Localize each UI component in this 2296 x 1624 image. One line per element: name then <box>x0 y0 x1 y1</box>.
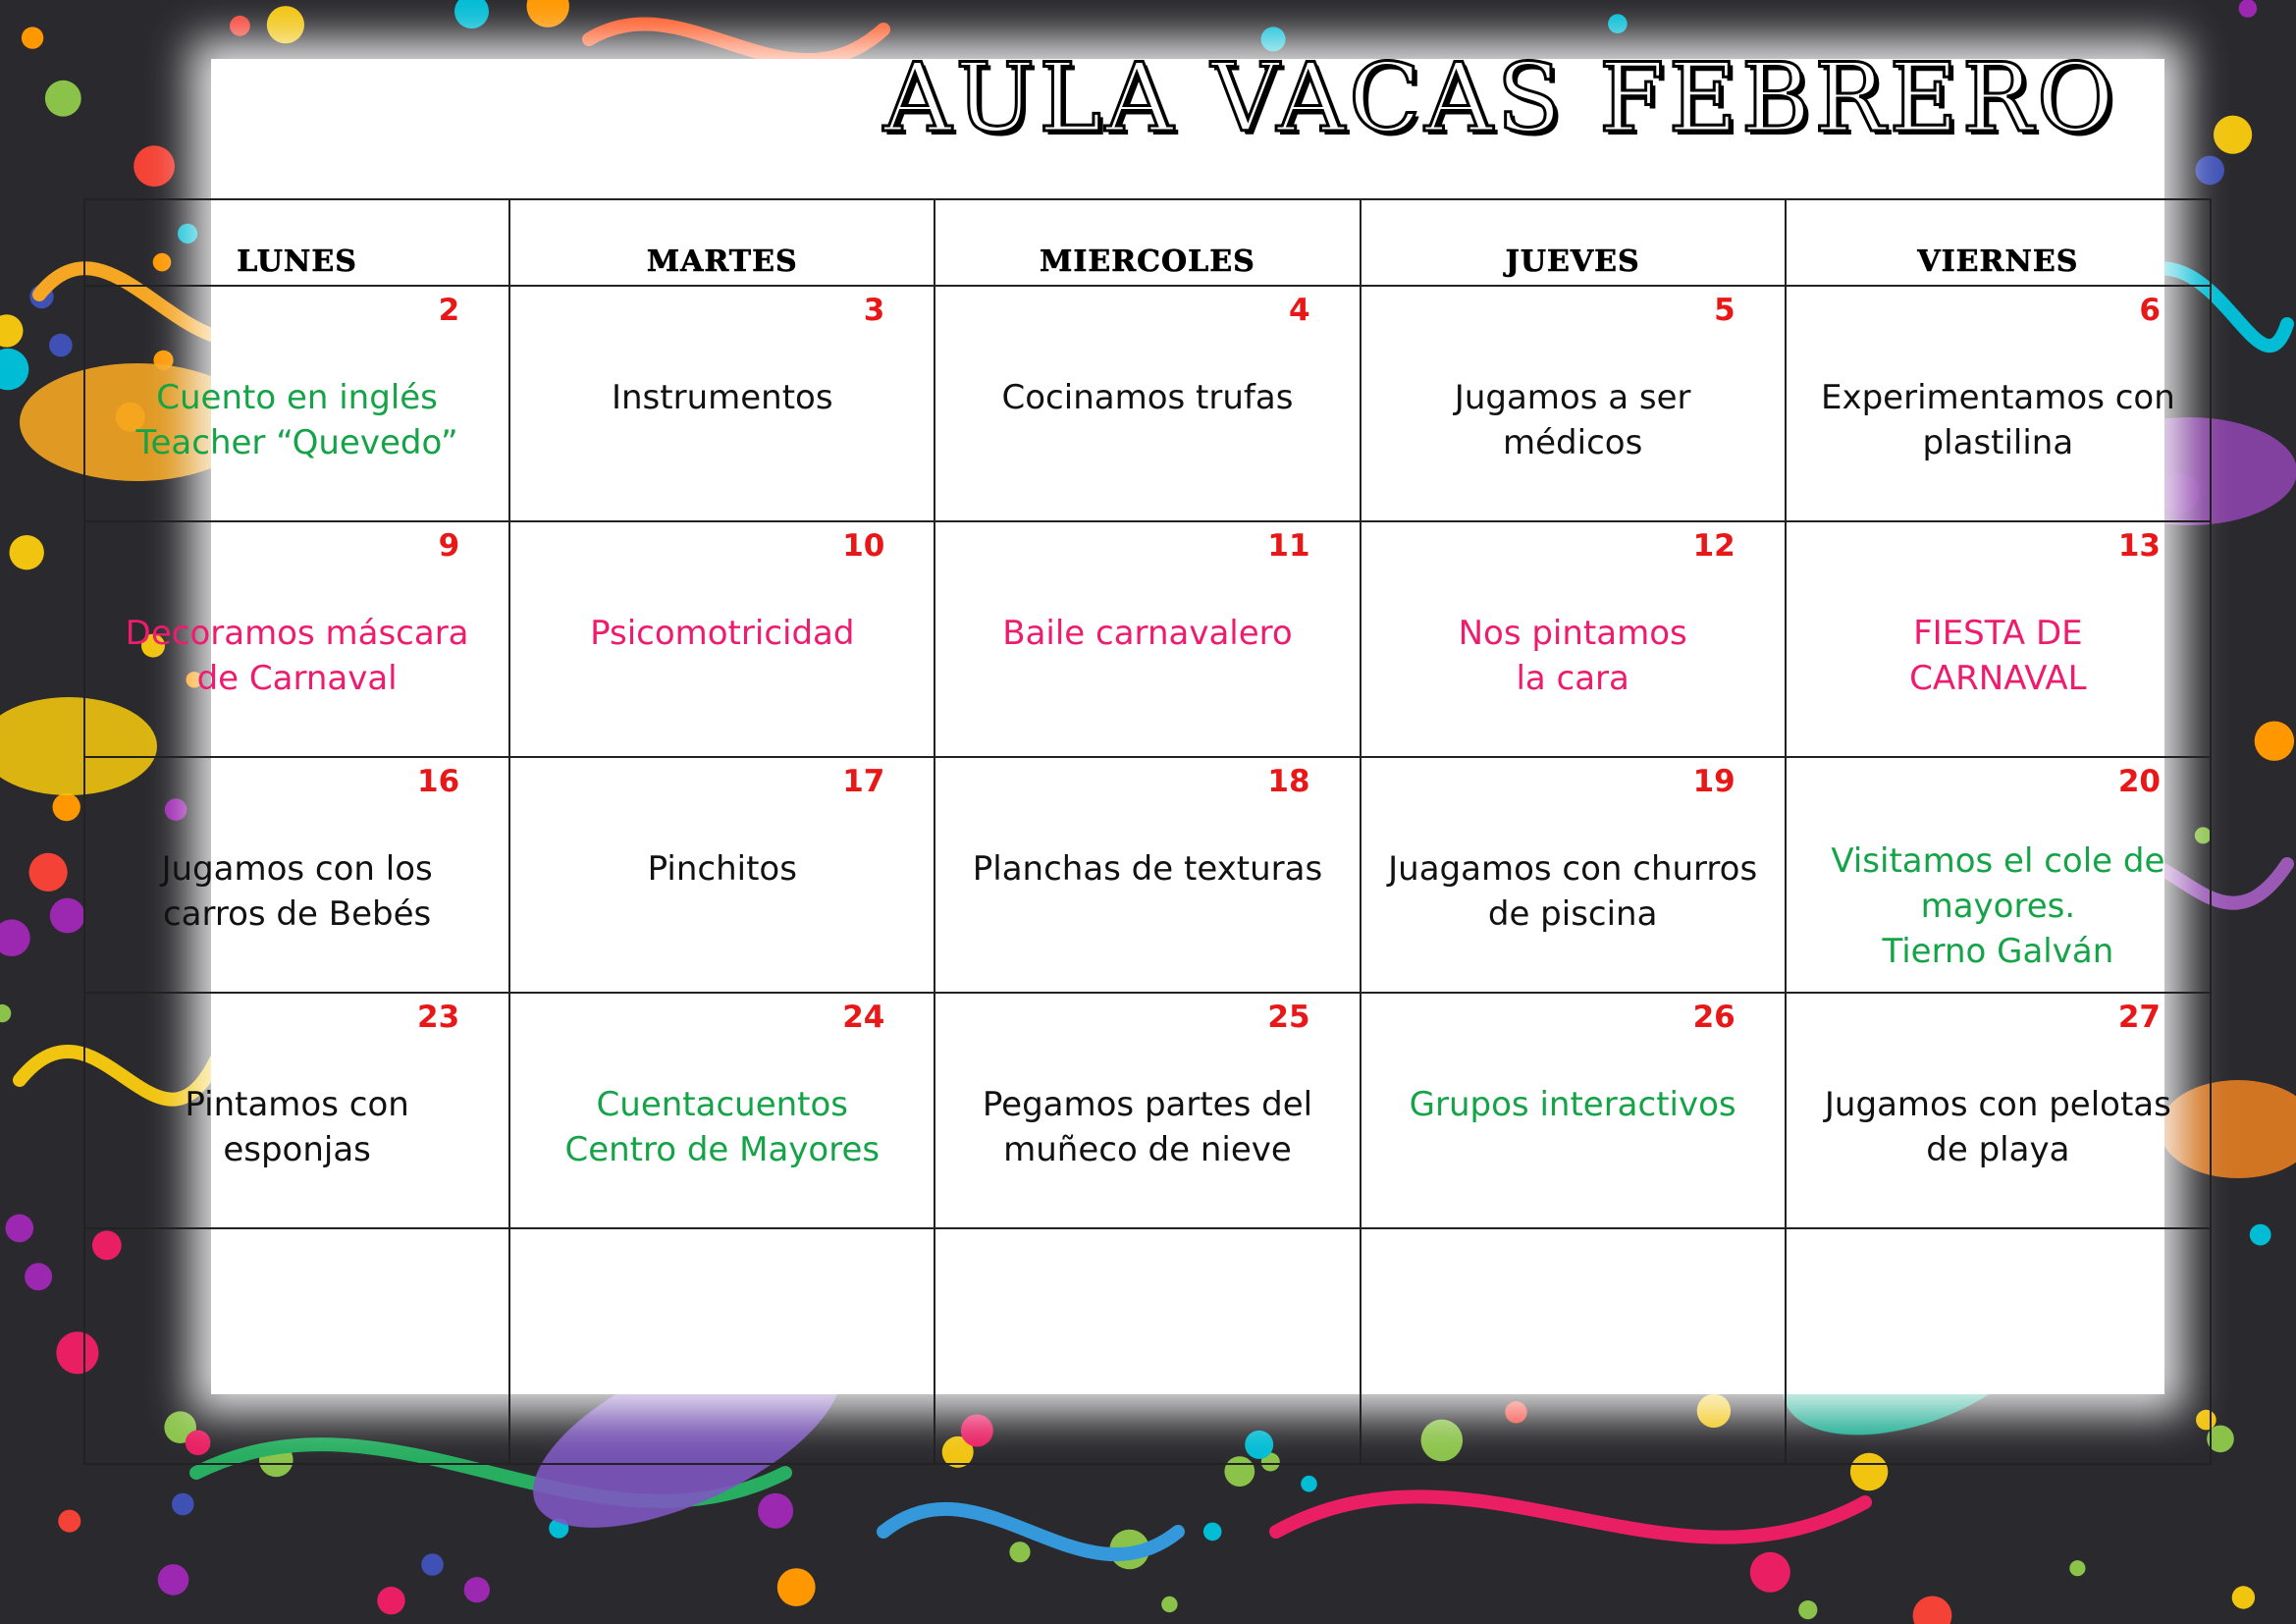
activity-text: Baile carnavalero <box>1002 614 1293 653</box>
empty-day-cell <box>509 1228 934 1464</box>
day-cell <box>509 757 934 993</box>
day-number: 23 <box>417 1000 460 1035</box>
day-number: 5 <box>1714 293 1735 328</box>
day-cell <box>934 757 1360 993</box>
activity-text: Jugamos a ser médicos <box>1454 378 1691 462</box>
day-number: 12 <box>1692 528 1735 564</box>
weekday-header: MIERCOLES <box>934 199 1360 286</box>
day-number: 25 <box>1267 1000 1310 1035</box>
activity-text: Grupos interactivos <box>1409 1085 1736 1124</box>
day-cell <box>1361 757 1786 993</box>
activity-text: Planchas de texturas <box>972 849 1323 889</box>
day-number: 9 <box>438 528 460 564</box>
day-cell <box>1786 521 2211 757</box>
day-cell <box>934 993 1360 1228</box>
activity-text: Cuento en inglés Teacher “Quevedo” <box>135 378 458 462</box>
weekday-header: LUNES <box>84 199 509 286</box>
activity-text: Experimentamos con plastilina <box>1820 378 2175 462</box>
activity-text: Instrumentos <box>611 378 833 417</box>
day-cell <box>1361 993 1786 1228</box>
day-number: 17 <box>842 764 885 799</box>
day-number: 4 <box>1288 293 1310 328</box>
day-number: 16 <box>417 764 460 799</box>
day-number: 20 <box>2117 764 2161 799</box>
day-cell <box>84 757 509 993</box>
activity-text: Nos pintamos la cara <box>1458 614 1687 698</box>
day-number: 26 <box>1692 1000 1735 1035</box>
day-cell <box>1786 757 2211 993</box>
week-row <box>84 521 2211 757</box>
day-number: 19 <box>1692 764 1735 799</box>
empty-day-cell <box>1786 1228 2211 1464</box>
day-cell <box>84 286 509 521</box>
activity-text: Decoramos máscara de Carnaval <box>125 614 469 698</box>
day-cell <box>1361 286 1786 521</box>
week-row <box>84 757 2211 993</box>
week-row <box>84 286 2211 521</box>
activity-text: Cocinamos trufas <box>1001 378 1294 417</box>
day-number: 13 <box>2117 528 2161 564</box>
empty-week-row <box>84 1228 2211 1464</box>
activity-text: Cuentacuentos Centro de Mayores <box>564 1085 881 1169</box>
activity-text: Psicomotricidad <box>590 614 855 653</box>
weekday-header: VIERNES <box>1786 199 2211 286</box>
day-cell <box>934 286 1360 521</box>
day-number: 11 <box>1267 528 1310 564</box>
day-cell <box>509 521 934 757</box>
activity-text: FIESTA DE CARNAVAL <box>1909 614 2087 698</box>
page-title: AULA VACAS FEBRERO <box>883 43 2118 153</box>
activity-text: Pegamos partes del muñeco de nieve <box>982 1085 1313 1169</box>
calendar-table <box>83 198 2212 1465</box>
activity-text: Visitamos el cole de mayores. Tierno Galván <box>1831 841 2165 971</box>
day-number: 24 <box>842 1000 885 1035</box>
day-cell <box>509 993 934 1228</box>
week-row <box>84 993 2211 1228</box>
empty-day-cell <box>84 1228 509 1464</box>
activity-text: Juagamos con churros de piscina <box>1388 849 1758 934</box>
weekday-header: MARTES <box>509 199 934 286</box>
weekday-header: JUEVES <box>1361 199 1786 286</box>
day-cell <box>1786 993 2211 1228</box>
empty-day-cell <box>1361 1228 1786 1464</box>
day-number: 3 <box>863 293 885 328</box>
day-cell <box>84 993 509 1228</box>
day-cell <box>934 521 1360 757</box>
activity-text: Pintamos con esponjas <box>185 1085 409 1169</box>
day-cell <box>1361 521 1786 757</box>
activity-text: Jugamos con pelotas de playa <box>1824 1085 2171 1169</box>
day-number: 2 <box>438 293 460 328</box>
empty-day-cell <box>934 1228 1360 1464</box>
activity-text: Jugamos con los carros de Bebés <box>161 849 433 934</box>
day-number: 6 <box>2139 293 2161 328</box>
day-number: 10 <box>842 528 885 564</box>
day-cell <box>509 286 934 521</box>
day-cell <box>84 521 509 757</box>
day-cell <box>1786 286 2211 521</box>
day-number: 27 <box>2117 1000 2161 1035</box>
weekday-header-row <box>84 199 2211 286</box>
activity-text: Pinchitos <box>647 849 797 889</box>
day-number: 18 <box>1267 764 1310 799</box>
